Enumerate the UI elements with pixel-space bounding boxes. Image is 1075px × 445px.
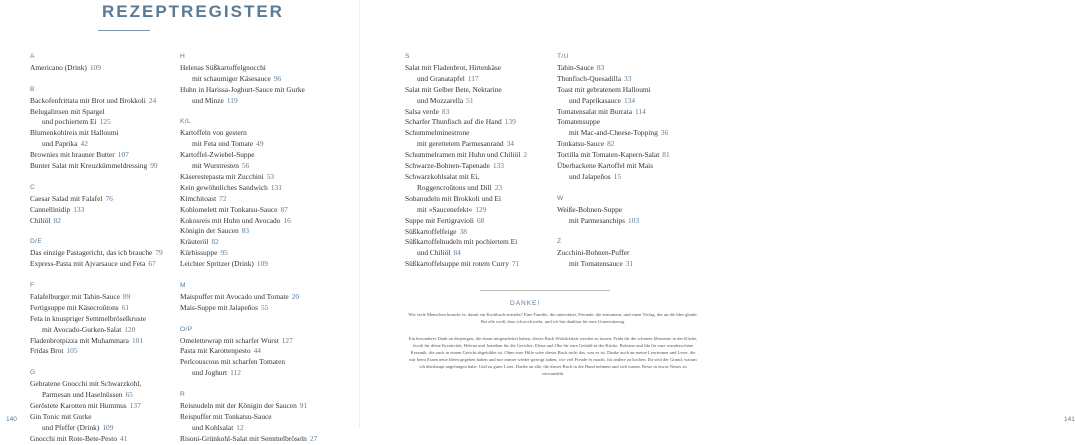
index-entry xyxy=(30,412,175,423)
recipe-name: Scharfer Thunfisch auf die Hand xyxy=(405,117,502,127)
recipe-name: Tonkatsu-Sauce xyxy=(557,139,605,149)
recipe-name: Tahin-Sauce xyxy=(557,62,594,72)
recipe-name: mit Feta und Tomate xyxy=(192,139,254,149)
page-reference: 109 xyxy=(256,259,268,269)
index-entry xyxy=(405,248,545,259)
index-letter-heading: W xyxy=(557,194,564,202)
page-reference: 91 xyxy=(299,400,308,410)
thanks-paragraph-1: Wie viele Menschen braucht es, damit ein Kochbuch entsteht? Eine Familie, die unterstützt, Freunde, die ermuntern, und einen Verlag, der an die Idee glaubt. Bei alle weiß, dass ich noch mehr, und ich bin dankbar für eure Unterstützung. xyxy=(408,312,698,325)
recipe-name: Gin Tonic mit Gurke xyxy=(30,411,92,421)
recipe-name: Brownies mit brauner Butter xyxy=(30,150,115,160)
index-entry xyxy=(180,401,340,412)
index-entry xyxy=(557,172,707,183)
recipe-name: Tomatensalat mit Burrata xyxy=(557,106,633,116)
index-letter-heading: R xyxy=(180,391,186,399)
index-entry xyxy=(180,303,340,314)
index-entry xyxy=(180,85,340,96)
page-reference: 33 xyxy=(624,73,632,83)
page-title: REZEPTREGISTER xyxy=(102,2,284,21)
index-entry xyxy=(405,183,545,194)
index-entry xyxy=(405,96,545,107)
index-entry xyxy=(557,248,707,259)
recipe-name: und Mozzarella xyxy=(417,95,464,105)
page-reference: 82 xyxy=(211,237,219,247)
page-reference: 137 xyxy=(129,400,141,410)
page-reference: 83 xyxy=(441,106,450,116)
recipe-name: Leichter Spritzer (Drink) xyxy=(180,259,254,269)
index-entry xyxy=(180,139,340,150)
recipe-name: Backofenfrittata mit Brot und Brokkoli xyxy=(30,95,146,105)
page-reference: 83 xyxy=(241,226,250,236)
page-reference: 15 xyxy=(613,171,622,181)
recipe-name: Fridas Brot xyxy=(30,346,64,356)
page-reference: 125 xyxy=(99,117,111,127)
title-underline xyxy=(98,30,150,31)
thanks-divider xyxy=(480,290,610,291)
section-gap xyxy=(557,226,707,237)
left-page xyxy=(0,0,360,443)
page-reference: 55 xyxy=(261,302,269,312)
recipe-name: Das einzige Pastagericht, das ich brauche xyxy=(30,248,153,258)
recipe-name: Americano (Drink) xyxy=(30,62,87,72)
recipe-name: und Paprikasauce xyxy=(569,95,621,105)
index-letter-heading: M xyxy=(180,282,186,289)
page-reference: 49 xyxy=(256,139,264,149)
section-gap xyxy=(180,107,340,118)
index-column-1 xyxy=(30,52,175,445)
index-column-2 xyxy=(180,52,340,445)
recipe-name: Toast mit gebratenem Halloumi xyxy=(557,84,651,94)
index-letter-heading: H xyxy=(180,53,186,60)
page-reference: 36 xyxy=(660,128,669,138)
index-entry xyxy=(405,128,545,139)
recipe-name: Feta in knuspriger Semmelbröselkruste xyxy=(30,313,146,323)
thanks-heading: DANKE! xyxy=(510,300,541,307)
page-reference: 79 xyxy=(155,248,163,258)
index-entry xyxy=(405,172,545,183)
index-entry xyxy=(30,259,175,270)
index-entry xyxy=(180,248,340,259)
recipe-name: Zucchini-Bohnen-Puffer xyxy=(557,248,630,258)
index-entry xyxy=(405,139,545,150)
section-gap xyxy=(180,270,340,281)
page-reference: 34 xyxy=(506,139,514,149)
recipe-name: Tortilla mit Tomaten-Kapern-Salat xyxy=(557,150,660,160)
index-entry xyxy=(30,205,175,216)
index-entry xyxy=(557,216,707,227)
recipe-name: Schummelminestrone xyxy=(405,128,470,138)
recipe-name: Süßkartoffelsuppe mit rotem Curry xyxy=(405,259,509,269)
page-reference: 99 xyxy=(150,161,158,171)
recipe-name: Käserestepasta mit Zucchini xyxy=(180,171,264,181)
section-gap xyxy=(30,357,175,368)
index-entry xyxy=(557,150,707,161)
recipe-name: Roggencroûtons und Dill xyxy=(417,182,492,192)
page-reference: 65 xyxy=(125,390,133,400)
index-entry xyxy=(405,259,545,270)
index-entry xyxy=(557,85,707,96)
index-letter-heading: Z xyxy=(557,238,562,246)
index-entry xyxy=(180,216,340,227)
index-entry xyxy=(180,74,340,85)
page-reference: 71 xyxy=(511,259,520,269)
recipe-name: Salat mit Fladenbrot, Hirtenkäse xyxy=(405,62,502,72)
page-number-right: 141 xyxy=(1064,416,1075,423)
index-letter-heading: B xyxy=(30,85,35,93)
page-reference: 81 xyxy=(662,150,670,160)
index-entry xyxy=(30,107,175,118)
recipe-name: Kartoffeln von gestern xyxy=(180,128,247,138)
recipe-name: mit Mac-and-Cheese-Topping xyxy=(569,128,658,138)
page-reference: 84 xyxy=(453,248,461,258)
page-reference: 101 xyxy=(131,335,144,345)
index-entry xyxy=(30,161,175,172)
index-entry xyxy=(30,216,175,227)
page-reference: 82 xyxy=(53,215,61,225)
section-gap xyxy=(30,270,175,281)
recipe-name: Weiße-Bohnen-Suppe xyxy=(557,204,623,214)
page-reference: 12 xyxy=(236,422,244,432)
index-entry xyxy=(405,74,545,85)
index-letter-heading: T/U xyxy=(557,53,569,60)
page-reference: 41 xyxy=(120,433,128,443)
index-entry xyxy=(30,150,175,161)
recipe-name: Schummelramen mit Huhn und Chiliöl xyxy=(405,150,521,160)
index-entry xyxy=(30,325,175,336)
recipe-name: Chiliöl xyxy=(30,215,51,225)
recipe-name: Falafelburger mit Tahin-Sauce xyxy=(30,291,120,301)
index-entry xyxy=(405,227,545,238)
page-reference: 23 xyxy=(494,182,503,192)
index-letter-heading: C xyxy=(30,183,36,191)
index-entry xyxy=(405,161,545,172)
recipe-name: Cannellinidip xyxy=(30,204,71,214)
page-reference: 51 xyxy=(466,95,474,105)
index-entry xyxy=(30,139,175,150)
index-entry xyxy=(405,216,545,227)
index-column-4 xyxy=(557,52,707,270)
page-reference: 107 xyxy=(117,150,129,160)
page-reference: 87 xyxy=(280,204,288,214)
index-entry xyxy=(30,117,175,128)
section-gap xyxy=(180,379,340,390)
recipe-name: Kohlomelett mit Tonkatsu-Sauce xyxy=(180,204,278,214)
recipe-name: Sobanudeln mit Brokkoli und Ei xyxy=(405,193,502,203)
index-letter-heading: G xyxy=(30,369,36,377)
recipe-name: mit Avocado-Gurken-Salat xyxy=(42,324,122,334)
recipe-name: Tomatensuppe xyxy=(557,117,600,127)
index-entry xyxy=(180,292,340,303)
index-entry xyxy=(30,292,175,303)
index-entry xyxy=(30,128,175,139)
recipe-name: Süßkartoffelnudeln mit pochiertem Ei xyxy=(405,237,518,247)
index-entry xyxy=(30,346,175,357)
index-entry xyxy=(30,390,175,401)
page-reference: 56 xyxy=(241,161,250,171)
index-entry xyxy=(180,172,340,183)
recipe-name: Risoni-Grünkohl-Salat mit Semmelbröseln xyxy=(180,433,307,443)
index-letter-heading: K/L xyxy=(180,118,192,126)
recipe-name: Kürbissuppe xyxy=(180,248,218,258)
page-reference: 96 xyxy=(273,73,282,83)
index-entry xyxy=(30,423,175,434)
index-entry xyxy=(180,128,340,139)
index-entry xyxy=(180,259,340,270)
index-entry xyxy=(180,150,340,161)
recipe-name: Huhn in Harissa-Joghurt-Sauce mit Gurke xyxy=(180,84,305,94)
page-reference: 129 xyxy=(475,204,487,214)
page-reference: 61 xyxy=(121,302,130,312)
index-letter-heading: D/E xyxy=(30,238,43,246)
index-entry xyxy=(30,248,175,259)
index-entry xyxy=(30,63,175,74)
index-entry xyxy=(180,423,340,434)
index-entry xyxy=(180,183,340,194)
page-reference: 89 xyxy=(122,291,131,301)
index-entry xyxy=(405,150,545,161)
recipe-name: und Jalapeños xyxy=(569,171,611,181)
page-reference: 114 xyxy=(635,106,646,116)
index-entry xyxy=(405,85,545,96)
recipe-name: und Granatapfel xyxy=(417,73,465,83)
page-number-left: 140 xyxy=(6,416,17,423)
page-reference: 95 xyxy=(220,248,228,258)
recipe-name: Salsa verde xyxy=(405,106,439,116)
recipe-name: mit Tomatensauce xyxy=(569,259,623,269)
page-reference: 67 xyxy=(148,259,156,269)
recipe-name: mit Parmesanchips xyxy=(569,215,626,225)
page-reference: 20 xyxy=(291,291,300,301)
index-entry xyxy=(557,107,707,118)
recipe-name: Bunter Salat mit Kreuzkümmeldressing xyxy=(30,161,148,171)
recipe-name: mit schaumiger Käsesauce xyxy=(192,73,271,83)
recipe-name: und Kohlsalat xyxy=(192,422,234,432)
recipe-name: mit gerettetem Parmesanrand xyxy=(417,139,504,149)
index-entry xyxy=(405,237,545,248)
index-entry xyxy=(30,379,175,390)
recipe-name: mit »Saucenefekt« xyxy=(417,204,473,214)
section-gap xyxy=(30,226,175,237)
page-reference: 103 xyxy=(628,215,640,225)
index-entry xyxy=(30,434,175,445)
index-letter-heading: F xyxy=(30,281,35,289)
recipe-name: Mais-Suppe mit Jalapeños xyxy=(180,302,259,312)
page-reference: 76 xyxy=(105,193,113,203)
index-entry xyxy=(180,412,340,423)
recipe-name: mit Wurstresten xyxy=(192,161,239,171)
index-entry xyxy=(30,401,175,412)
recipe-name: Thunfisch-Quesadilla xyxy=(557,73,622,83)
page-reference: 134 xyxy=(623,95,636,105)
recipe-name: Suppe mit Fertigravioli xyxy=(405,215,474,225)
recipe-name: Geröstete Karotten mit Hummus xyxy=(30,400,127,410)
recipe-name: Kräuteröl xyxy=(180,237,209,247)
index-entry xyxy=(30,194,175,205)
recipe-name: Blumenkohlreis mit Halloumi xyxy=(30,128,119,138)
recipe-name: Fladenbrotpizza mit Muhammara xyxy=(30,335,129,345)
recipe-name: Süßkartoffelfeige xyxy=(405,226,457,236)
page-reference: 133 xyxy=(492,161,504,171)
recipe-name: Pasta mit Karottenpesto xyxy=(180,346,251,356)
recipe-name: Caesar Salad mit Falafel xyxy=(30,193,103,203)
index-letter-heading: S xyxy=(405,53,410,60)
index-entry xyxy=(557,74,707,85)
page-reference: 31 xyxy=(625,259,634,269)
index-entry xyxy=(405,63,545,74)
index-entry xyxy=(180,237,340,248)
recipe-name: und Joghurt xyxy=(192,368,228,378)
recipe-name: Gebratene Gnocchi mit Schwarzkohl, xyxy=(30,379,142,389)
recipe-name: und Minze xyxy=(192,95,224,105)
recipe-name: Helenas Süßkartoffelgnocchi xyxy=(180,62,266,72)
index-entry xyxy=(557,161,707,172)
page-reference: 117 xyxy=(467,73,479,83)
page-reference: 27 xyxy=(309,433,318,443)
page-reference: 109 xyxy=(102,422,114,432)
index-entry xyxy=(405,205,545,216)
recipe-name: Königin der Saucen xyxy=(180,226,239,236)
thanks-paragraph-2: Ein besonderer Dank an diejenigen, die daran mitgearbeitet haben, dieses Buch Wirklichkeit werden zu lassen: Frida für die schönen Momente in der Küche, Jacob für deine Kreativität, Helena und Jonathan für die Gerichte, Elena und Oke für eure Geduld in der Küche, Bolzano und Ida für eure wunderschöne Keramik, die auch in einem Gericht abgebildet ist. Ohne eure Hilfe wäre dieses Buch nicht das, was es ist. Danke auch an meine Leserinnen und Leser, die mir beim Essen neue Ideen gegeben haben und mir immer wieder gezeigt haben, wie viel Freude es macht, für andere zu kochen. Ihr seid der Grund, warum ich überhaupt angefangen habe. Und zu guter Letzt: Danke an alle, die dieses Buch in die Hand nehmen und sich trauen, Reste in etwas Neues zu verwandeln. xyxy=(408,336,698,377)
page-reference: 38 xyxy=(459,226,467,236)
index-entry xyxy=(405,117,545,128)
index-entry xyxy=(557,139,707,150)
index-entry xyxy=(180,63,340,74)
recipe-name: und Paprika xyxy=(42,139,78,149)
index-entry xyxy=(30,303,175,314)
recipe-name: Fertigsuppe mit Käsecroûtons xyxy=(30,302,119,312)
index-entry xyxy=(30,314,175,325)
index-letter-heading: O/P xyxy=(180,325,193,333)
recipe-name: Überbackene Kartoffel mit Mais xyxy=(557,161,654,171)
recipe-name: und pochiertem Ei xyxy=(42,117,97,127)
page-reference: 42 xyxy=(80,139,88,149)
index-entry xyxy=(557,205,707,216)
recipe-name: und Pfeffer (Drink) xyxy=(42,422,100,432)
index-entry xyxy=(180,161,340,172)
page-reference: 83 xyxy=(596,62,605,72)
index-entry xyxy=(180,226,340,237)
recipe-name: Kartoffel-Zwiebel-Suppe xyxy=(180,150,255,160)
page-reference: 72 xyxy=(219,193,227,203)
index-entry xyxy=(557,259,707,270)
index-letter-heading: A xyxy=(30,53,35,60)
page-reference: 53 xyxy=(266,171,275,181)
page-reference: 68 xyxy=(476,215,485,225)
index-entry xyxy=(180,434,340,445)
page-reference: 127 xyxy=(281,335,293,345)
page-reference: 44 xyxy=(253,346,261,356)
recipe-name: Salat mit Gelber Bete, Nektarine xyxy=(405,84,502,94)
index-entry xyxy=(180,368,340,379)
recipe-name: Express-Pasta mit Ajvarsauce und Feta xyxy=(30,259,146,269)
recipe-name: Omelettewrap mit scharfer Wurst xyxy=(180,335,279,345)
index-entry xyxy=(180,96,340,107)
recipe-name: Parmesan und Haselnüssen xyxy=(42,390,123,400)
index-entry xyxy=(557,96,707,107)
index-entry xyxy=(557,128,707,139)
index-entry xyxy=(180,357,340,368)
index-entry xyxy=(405,194,545,205)
index-entry xyxy=(180,194,340,205)
page-reference: 139 xyxy=(504,117,516,127)
page-reference: 24 xyxy=(148,95,157,105)
recipe-name: Kokosreis mit Huhn und Avocado xyxy=(180,215,281,225)
index-entry xyxy=(30,96,175,107)
page-reference: 105 xyxy=(66,346,78,356)
index-entry xyxy=(180,205,340,216)
recipe-name: Reisnudeln mit der Königin der Saucen xyxy=(180,400,297,410)
index-entry xyxy=(180,336,340,347)
recipe-name: Kimchitoast xyxy=(180,193,217,203)
index-entry xyxy=(180,346,340,357)
page-reference: 2 xyxy=(523,150,528,160)
section-gap xyxy=(557,183,707,194)
page-reference: 133 xyxy=(73,204,85,214)
recipe-name: Schwarzkohlsalat mit Ei, xyxy=(405,171,480,181)
index-entry xyxy=(405,107,545,118)
index-column-3 xyxy=(405,52,545,270)
section-gap xyxy=(30,172,175,183)
section-gap xyxy=(30,74,175,85)
recipe-name: Gnocchi mit Rote-Bete-Pesto xyxy=(30,433,118,443)
recipe-name: Reispuffer mit Tonkatsu-Sauce xyxy=(180,411,272,421)
index-entry xyxy=(30,336,175,347)
page-reference: 112 xyxy=(230,368,241,378)
page-reference: 120 xyxy=(124,324,136,334)
recipe-name: und Chiliöl xyxy=(417,248,451,258)
page-reference: 82 xyxy=(607,139,615,149)
section-gap xyxy=(180,314,340,325)
recipe-name: Belugalinsen mit Spargel xyxy=(30,106,105,116)
index-entry xyxy=(557,63,707,74)
recipe-name: Kein gewöhnliches Sandwich xyxy=(180,182,268,192)
page-reference: 131 xyxy=(270,182,282,192)
recipe-name: Perlcouscous mit scharfen Tomaten xyxy=(180,357,286,367)
recipe-name: Schwarze-Bohnen-Tapenade xyxy=(405,161,490,171)
page-reference: 16 xyxy=(283,215,291,225)
page-reference: 119 xyxy=(226,95,238,105)
recipe-name: Maispuffer mit Avocado und Tomate xyxy=(180,291,289,301)
index-entry xyxy=(557,117,707,128)
page-reference: 109 xyxy=(89,62,101,72)
